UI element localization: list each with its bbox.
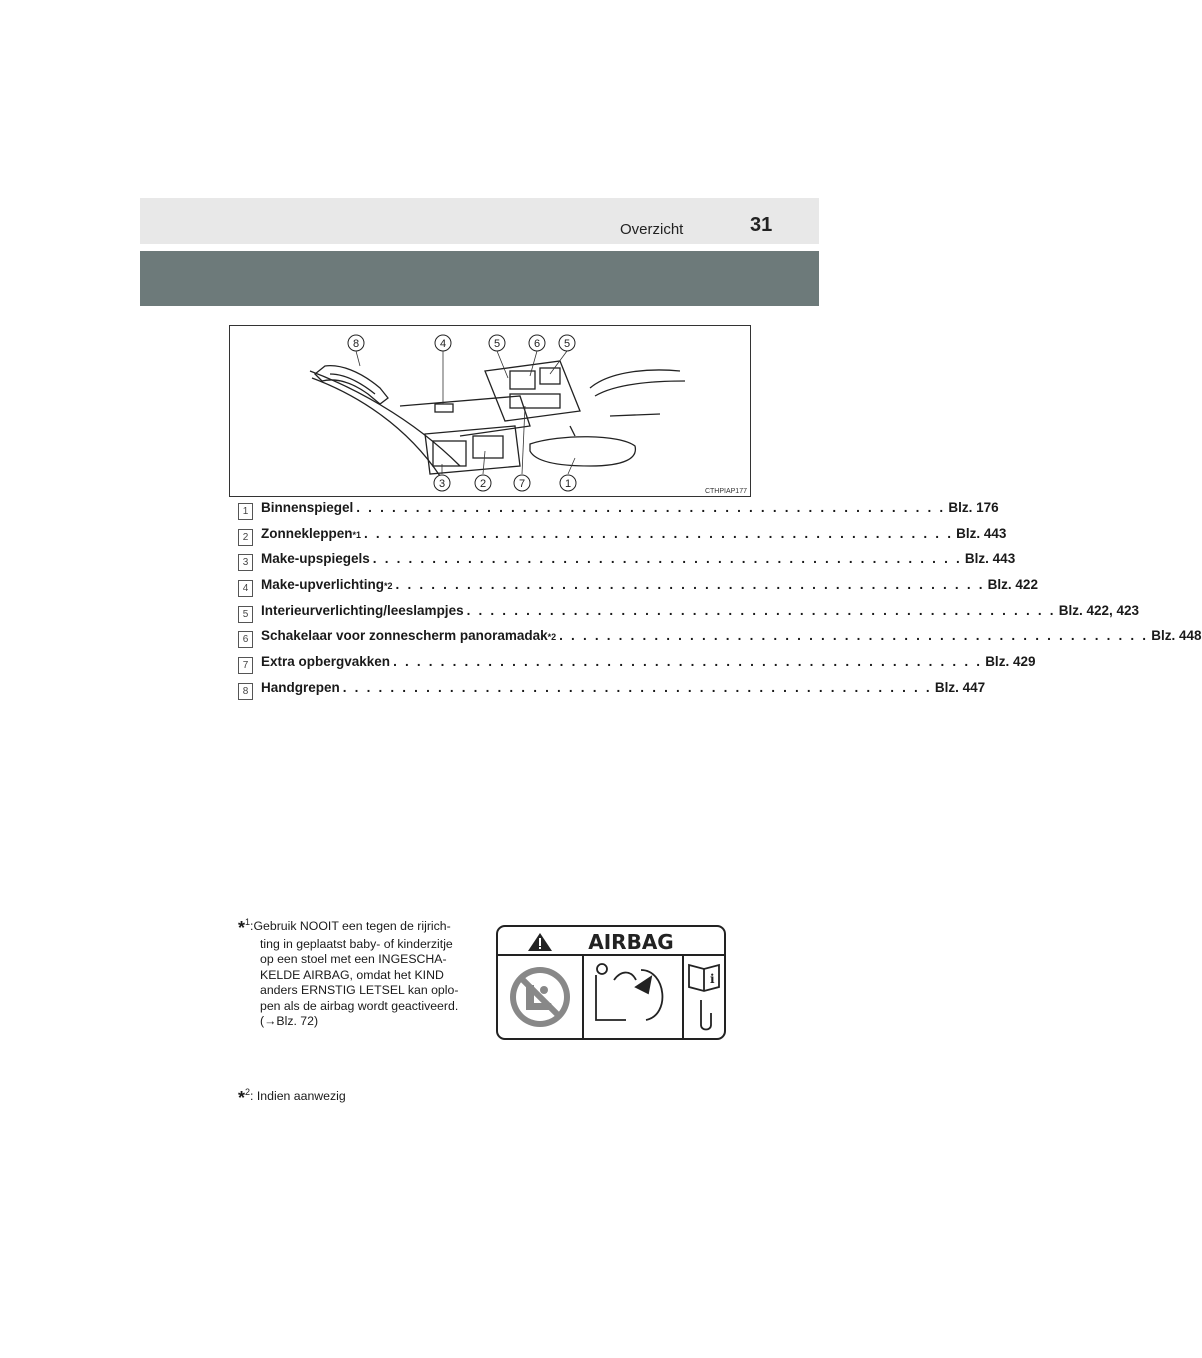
list-item — [238, 551, 1016, 577]
item-number-badge: 6 — [238, 631, 253, 648]
item-number-badge: 5 — [238, 606, 253, 623]
list-item — [238, 628, 1202, 654]
leader-dots: . . . . . . . . . . . . . . . . . . . . . . . . . . . . . . . . . . . . . . . . . . . . . . . . . . — [395, 577, 985, 593]
footnote-line: op een stoel met een INGESCHA- — [260, 952, 447, 967]
item-label: Make-upverlichting — [261, 577, 385, 593]
footnote-line: ting in geplaatst baby- of kinderzitje — [260, 936, 453, 951]
leader-dots: . . . . . . . . . . . . . . . . . . . . . . . . . . . . . . . . . . . . . . . . . . . . . . . . . . — [364, 525, 954, 541]
callout-8: 8 — [352, 338, 360, 350]
item-page-ref: Blz. 422, 423 — [1058, 602, 1140, 618]
no-rear-facing-seat-icon — [510, 967, 570, 1027]
item-label: Schakelaar voor zonnescherm panoramadak — [261, 628, 548, 644]
footnote-line: anders ERNSTIG LETSEL kan oplo- — [260, 983, 459, 998]
item-page-ref: Blz. 422 — [987, 577, 1038, 593]
item-page-ref: Blz. 429 — [985, 654, 1036, 670]
footnote-line: (→Blz. 72) — [260, 1014, 319, 1029]
callout-5b: 5 — [563, 338, 571, 350]
item-number-badge: 3 — [238, 554, 253, 571]
item-number-badge: 2 — [238, 529, 253, 546]
interior-illustration — [229, 325, 751, 497]
item-number-badge: 8 — [238, 683, 253, 700]
leader-dots: . . . . . . . . . . . . . . . . . . . . . . . . . . . . . . . . . . . . . . . . . . . . . . . . . . — [342, 679, 932, 695]
item-page-ref: Blz. 176 — [948, 500, 999, 515]
leader-dots: . . . . . . . . . . . . . . . . . . . . . . . . . . . . . . . . . . . . . . . . . . . . . . . . . . — [372, 551, 962, 567]
footnote-number: 1 — [245, 917, 251, 927]
footnote-star: * — [238, 918, 246, 939]
section-title: Overzicht — [620, 221, 684, 238]
callout-5a: 5 — [493, 338, 501, 350]
header-band — [140, 198, 819, 244]
item-page-ref: Blz. 447 — [934, 679, 986, 695]
list-item — [238, 654, 1036, 680]
item-label: Make-upspiegels — [261, 551, 370, 567]
item-label: Interieurverlichting/leeslampjes — [261, 602, 464, 618]
callout-4: 4 — [439, 338, 447, 350]
leader-dots: . . . . . . . . . . . . . . . . . . . . . . . . . . . . . . . . . . . . . . . . . . . . . . . . . . — [466, 602, 1056, 618]
footnote-line: pen als de airbag wordt geactiveerd. — [260, 998, 459, 1013]
item-label: Zonnekleppen — [261, 525, 353, 541]
figure-code: CTHPIAP177 — [704, 488, 747, 495]
item-label: Extra opbergvakken — [261, 654, 391, 670]
item-label: Handgrepen — [261, 679, 340, 695]
item-page-ref: Blz. 443 — [956, 525, 1007, 541]
callout-6: 6 — [533, 338, 541, 350]
callout-3: 3 — [438, 478, 446, 490]
footnote-2 — [238, 1087, 346, 1109]
callout-2: 2 — [479, 478, 487, 490]
footnote-number: 2 — [245, 1087, 251, 1097]
overhead-console-drawing — [230, 326, 750, 496]
item-footnote-ref: *2 — [384, 581, 393, 592]
leader-dots: . . . . . . . . . . . . . . . . . . . . . . . . . . . . . . . . . . . . . . . . . . . . . . . . . . — [393, 654, 983, 670]
item-label: Binnenspiegel — [261, 500, 354, 515]
item-footnote-ref: *2 — [547, 632, 557, 643]
item-page-ref: Blz. 448 — [1151, 628, 1202, 644]
item-number-badge: 4 — [238, 580, 253, 597]
footnote-1 — [238, 915, 488, 1030]
leader-dots: . . . . . . . . . . . . . . . . . . . . . . . . . . . . . . . . . . . . . . . . . . . . . . . . . . — [356, 500, 946, 515]
list-item — [238, 525, 1007, 552]
footnote-text: : Indien aanwezig — [250, 1089, 346, 1104]
item-page-ref: Blz. 443 — [964, 551, 1016, 567]
item-footnote-ref: *1 — [352, 529, 362, 540]
item-number-badge: 1 — [238, 503, 253, 520]
footnote-star: * — [238, 1088, 246, 1109]
footnote-text: :Gebruik NOOIT een tegen de rijrich- — [250, 919, 451, 934]
leader-dots: . . . . . . . . . . . . . . . . . . . . . . . . . . . . . . . . . . . . . . . . . . . . . . . . . . — [559, 628, 1149, 644]
item-number-badge: 7 — [238, 657, 253, 674]
list-item — [238, 500, 999, 526]
list-item — [238, 577, 1038, 603]
airbag-warning-graphic — [496, 925, 726, 1040]
list-item — [238, 679, 986, 706]
header-dark-band — [140, 251, 819, 306]
page-number: 31 — [750, 214, 773, 236]
callout-7: 7 — [518, 478, 526, 490]
warning-title: AIRBAG — [588, 930, 674, 954]
callout-1: 1 — [564, 478, 572, 490]
list-item — [238, 602, 1140, 629]
footnote-line: KELDE AIRBAG, omdat het KIND — [260, 967, 444, 982]
svg-text:i: i — [710, 972, 715, 986]
component-list — [238, 500, 1202, 706]
airbag-warning-label — [496, 925, 726, 1040]
